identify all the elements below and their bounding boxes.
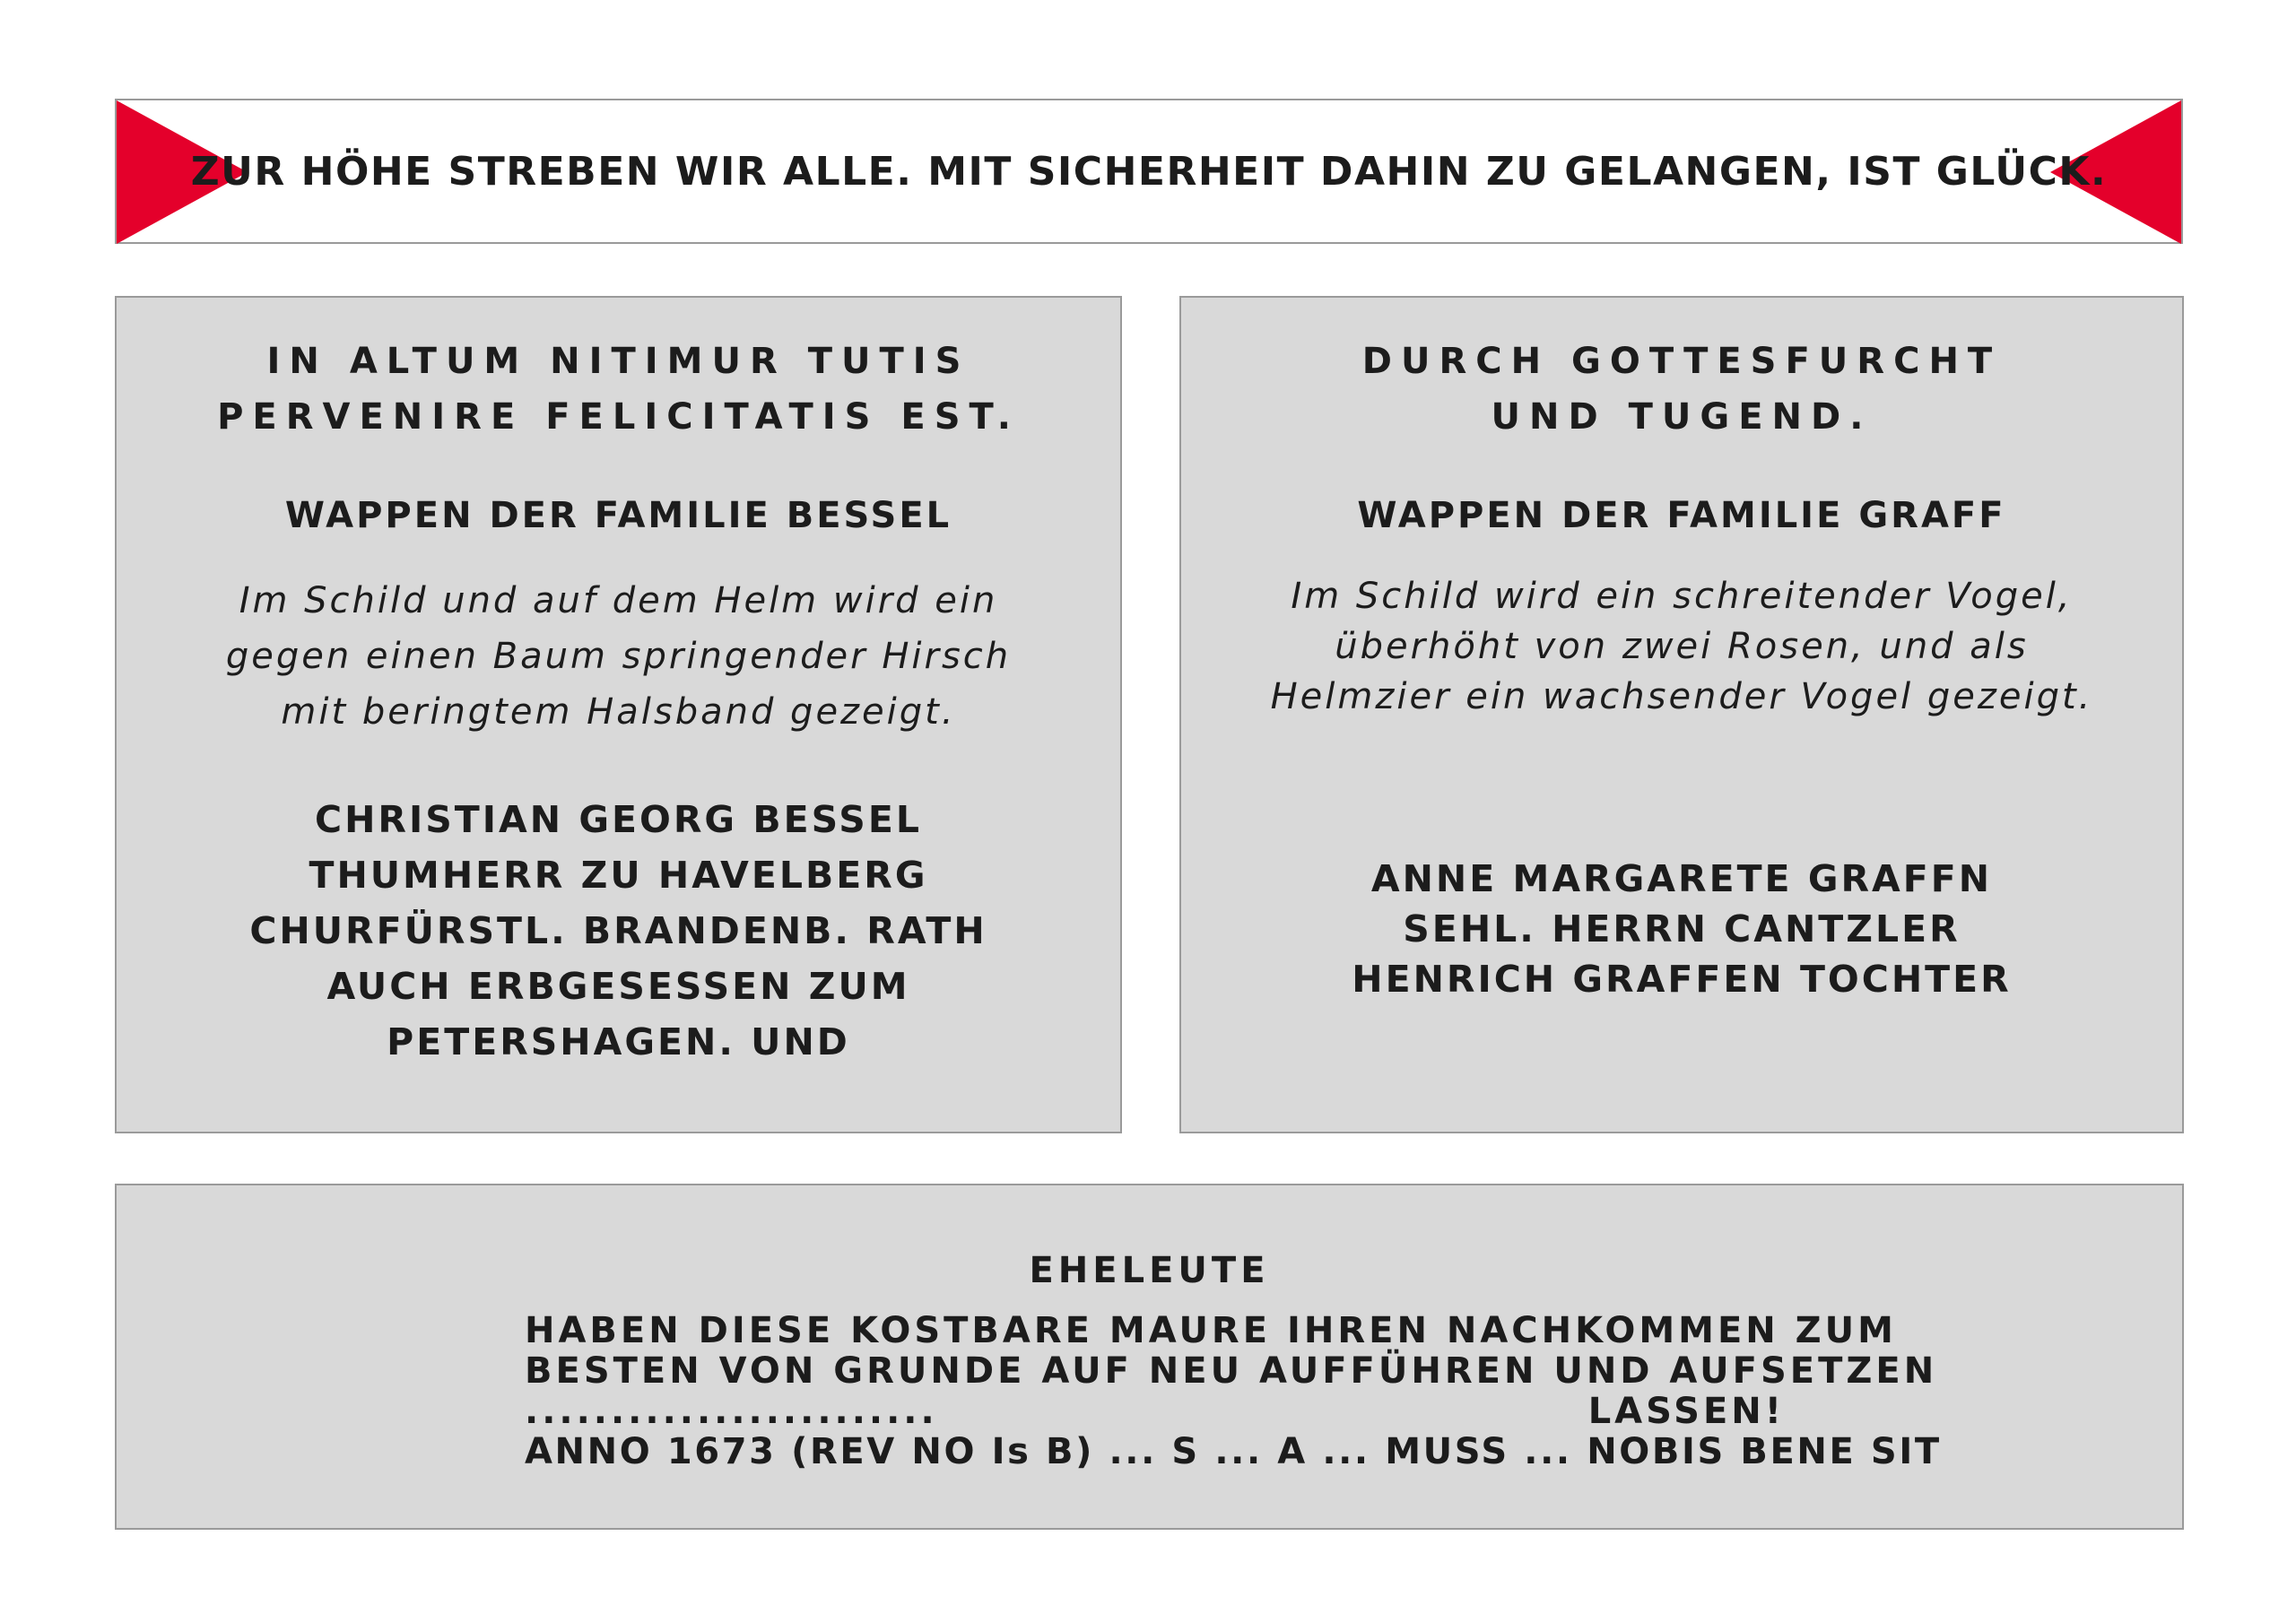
- deed-line: HABEN DIESE KOSTBARE MAURE IHREN NACHKOMMEN ZUM: [525, 1310, 1897, 1351]
- name-line: THUMHERR ZU HAVELBERG: [309, 854, 928, 897]
- name-line: PETERSHAGEN. UND: [387, 1020, 850, 1063]
- arms-title: WAPPEN DER FAMILIE GRAFF: [1357, 495, 2006, 536]
- deed-final-line: ANNO 1673 (REV NO Is B) ... S ... A ... MUSS ... NOBIS BENE SIT: [525, 1431, 1942, 1472]
- motto-line: DURCH GOTTESFURCHT: [1361, 341, 2002, 382]
- motto-line: UND TUGEND.: [1491, 396, 1873, 438]
- couple-title: EHELEUTE: [1029, 1250, 1270, 1291]
- description-line: Im Schild und auf dem Helm wird ein: [239, 580, 998, 621]
- latin-motto: [117, 334, 1120, 445]
- description-line: Im Schild wird ein schreitender Vogel,: [1291, 576, 2073, 617]
- person-name-block: [117, 792, 1120, 1070]
- name-line: CHRISTIAN GEORG BESSEL: [315, 798, 922, 841]
- deed-end-word: LASSEN!: [1587, 1391, 1785, 1432]
- deed-line: BESTEN VON GRUNDE AUF NEU AUFFÜHREN UND AUFSETZEN: [525, 1350, 1938, 1392]
- arms-title: WAPPEN DER FAMILIE BESSEL: [284, 495, 952, 536]
- bessel-panel: [115, 296, 1122, 1133]
- latin-motto-line: IN ALTUM NITIMUR TUTIS: [266, 341, 970, 382]
- deed-text: [525, 1310, 1942, 1472]
- description-line: überhöht von zwei Rosen, und als: [1335, 626, 2029, 667]
- deed-line: [525, 1392, 1785, 1432]
- latin-motto-line: PERVENIRE FELICITATIS EST.: [217, 396, 1020, 438]
- name-line: ANNE MARGARETE GRAFFN: [1370, 857, 1993, 900]
- arms-description: [117, 573, 1120, 740]
- description-line: Helmzier ein wachsender Vogel gezeigt.: [1270, 676, 2093, 717]
- family-motto: [1181, 334, 2182, 445]
- arms-description: [1181, 571, 2182, 722]
- description-line: gegen einen Baum springender Hirsch: [225, 636, 1012, 677]
- person-name-block: [1181, 854, 2182, 1004]
- couple-panel: [115, 1184, 2184, 1530]
- description-line: mit beringtem Halsband gezeigt.: [281, 691, 956, 733]
- name-line: AUCH ERBGESESSEN ZUM: [326, 965, 910, 1008]
- name-line: HENRICH GRAFFEN TOCHTER: [1352, 958, 2012, 1001]
- motto-banner: [115, 99, 2183, 244]
- graff-panel: [1179, 296, 2184, 1133]
- banner-motto: ZUR HÖHE STREBEN WIR ALLE. MIT SICHERHEIT DAHIN ZU GELANGEN, IST GLÜCK.: [190, 148, 2108, 195]
- deed-dots: ........................: [525, 1391, 938, 1432]
- name-line: SEHL. HERRN CANTZLER: [1403, 907, 1961, 950]
- name-line: CHURFÜRSTL. BRANDENB. RATH: [249, 909, 987, 952]
